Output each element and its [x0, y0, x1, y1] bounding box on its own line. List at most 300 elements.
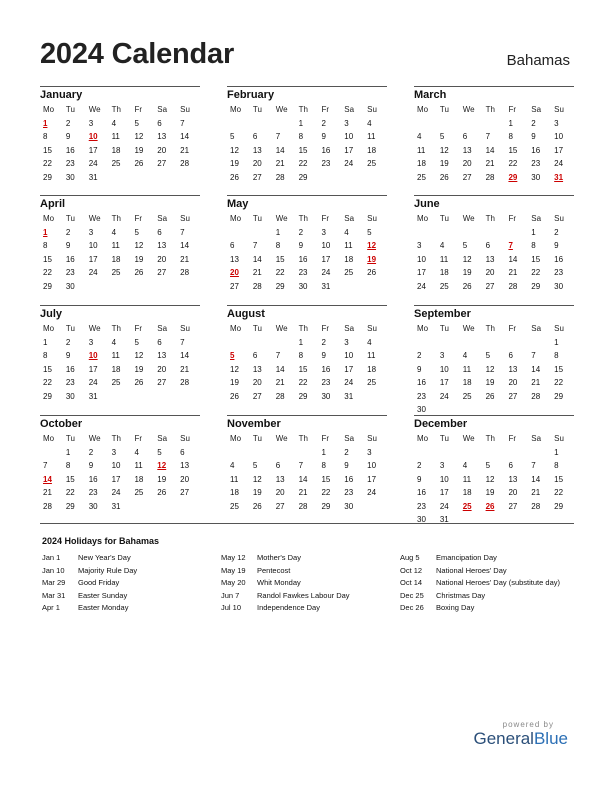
holiday-day-cell[interactable]: 25 — [462, 501, 472, 511]
day-cell[interactable]: 10 — [417, 254, 426, 264]
day-cell[interactable]: 28 — [275, 172, 285, 182]
day-cell[interactable]: 5 — [157, 447, 162, 457]
day-cell[interactable]: 11 — [111, 132, 120, 141]
day-cell[interactable]: 31 — [88, 391, 98, 401]
day-cell[interactable]: 25 — [111, 268, 121, 277]
day-cell[interactable]: 29 — [65, 501, 75, 511]
day-cell[interactable]: 25 — [344, 268, 354, 277]
day-cell[interactable]: 11 — [462, 474, 472, 484]
day-cell[interactable]: 18 — [230, 488, 239, 497]
day-cell[interactable]: 14 — [508, 254, 518, 264]
day-cell[interactable]: 23 — [344, 488, 354, 497]
day-cell[interactable]: 12 — [134, 241, 144, 250]
day-cell[interactable]: 14 — [180, 351, 190, 360]
day-cell[interactable]: 29 — [43, 172, 52, 182]
day-cell[interactable]: 2 — [417, 461, 422, 470]
day-cell[interactable]: 30 — [417, 515, 426, 524]
day-cell[interactable]: 24 — [88, 159, 98, 168]
day-cell[interactable]: 22 — [531, 268, 541, 277]
day-cell[interactable]: 3 — [367, 447, 372, 457]
day-cell[interactable]: 20 — [485, 268, 495, 277]
day-cell[interactable]: 28 — [180, 268, 190, 277]
day-cell[interactable]: 28 — [485, 172, 495, 182]
day-cell[interactable]: 31 — [344, 391, 354, 401]
day-cell[interactable]: 23 — [417, 391, 426, 401]
day-cell[interactable]: 7 — [298, 461, 304, 470]
day-cell[interactable]: 30 — [321, 391, 331, 401]
day-cell[interactable]: 15 — [554, 364, 564, 374]
day-cell[interactable]: 16 — [298, 254, 308, 264]
day-cell[interactable]: 20 — [508, 488, 518, 497]
day-cell[interactable]: 4 — [367, 337, 372, 347]
day-cell[interactable]: 12 — [230, 364, 239, 374]
day-cell[interactable]: 16 — [65, 364, 75, 374]
day-cell[interactable]: 25 — [134, 488, 144, 497]
day-cell[interactable]: 10 — [111, 461, 121, 470]
day-cell[interactable]: 31 — [321, 281, 331, 291]
day-cell[interactable]: 13 — [252, 145, 262, 155]
holiday-day-cell[interactable]: 20 — [230, 268, 239, 277]
day-cell[interactable]: 16 — [417, 488, 426, 497]
day-cell[interactable]: 2 — [554, 227, 559, 237]
day-cell[interactable]: 21 — [180, 364, 190, 374]
day-cell[interactable]: 18 — [111, 254, 121, 264]
day-cell[interactable]: 23 — [65, 159, 75, 168]
day-cell[interactable]: 3 — [111, 447, 117, 457]
day-cell[interactable]: 15 — [554, 474, 564, 484]
day-cell[interactable]: 8 — [298, 351, 304, 360]
day-cell[interactable]: 19 — [439, 159, 449, 168]
day-cell[interactable]: 15 — [65, 474, 75, 484]
day-cell[interactable]: 19 — [230, 378, 239, 387]
day-cell[interactable]: 4 — [111, 227, 117, 237]
day-cell[interactable]: 24 — [367, 488, 377, 497]
day-cell[interactable]: 2 — [321, 337, 326, 347]
day-cell[interactable]: 2 — [65, 118, 71, 128]
day-cell[interactable]: 6 — [180, 447, 185, 457]
day-cell[interactable]: 21 — [531, 488, 541, 497]
day-cell[interactable]: 20 — [252, 378, 262, 387]
day-cell[interactable]: 6 — [157, 337, 162, 347]
day-cell[interactable]: 28 — [43, 501, 52, 511]
day-cell[interactable]: 14 — [275, 364, 285, 374]
day-cell[interactable]: 4 — [417, 132, 422, 141]
day-cell[interactable]: 27 — [180, 488, 190, 497]
day-cell[interactable]: 22 — [508, 159, 518, 168]
day-cell[interactable]: 4 — [462, 351, 468, 360]
day-cell[interactable]: 28 — [180, 378, 190, 387]
day-cell[interactable]: 15 — [531, 254, 541, 264]
day-cell[interactable]: 9 — [88, 461, 94, 470]
day-cell[interactable]: 20 — [180, 474, 190, 484]
day-cell[interactable]: 6 — [485, 241, 491, 250]
day-cell[interactable]: 10 — [439, 474, 449, 484]
day-cell[interactable]: 2 — [344, 447, 349, 457]
day-cell[interactable]: 4 — [344, 227, 349, 237]
day-cell[interactable]: 3 — [344, 337, 349, 347]
day-cell[interactable]: 21 — [275, 159, 285, 168]
day-cell[interactable]: 13 — [275, 474, 285, 484]
day-cell[interactable]: 4 — [367, 118, 372, 128]
day-cell[interactable]: 1 — [298, 337, 304, 347]
day-cell[interactable]: 24 — [417, 281, 426, 291]
day-cell[interactable]: 18 — [462, 378, 472, 387]
day-cell[interactable]: 1 — [554, 337, 559, 347]
day-cell[interactable]: 17 — [344, 364, 354, 374]
day-cell[interactable]: 29 — [554, 501, 564, 511]
day-cell[interactable]: 4 — [134, 447, 139, 457]
day-cell[interactable]: 21 — [252, 268, 262, 277]
day-cell[interactable]: 17 — [88, 254, 98, 264]
day-cell[interactable]: 7 — [485, 132, 491, 141]
day-cell[interactable]: 11 — [111, 351, 120, 360]
holiday-day-cell[interactable]: 10 — [88, 132, 98, 141]
day-cell[interactable]: 1 — [554, 447, 559, 457]
day-cell[interactable]: 4 — [439, 241, 445, 250]
day-cell[interactable]: 21 — [485, 159, 495, 168]
day-cell[interactable]: 23 — [65, 378, 75, 387]
day-cell[interactable]: 2 — [321, 118, 326, 128]
day-cell[interactable]: 27 — [252, 391, 262, 401]
day-cell[interactable]: 10 — [344, 351, 354, 360]
day-cell[interactable]: 14 — [531, 364, 541, 374]
day-cell[interactable]: 28 — [298, 501, 308, 511]
day-cell[interactable]: 7 — [180, 337, 185, 347]
day-cell[interactable]: 19 — [134, 364, 144, 374]
day-cell[interactable]: 1 — [531, 227, 536, 237]
day-cell[interactable]: 11 — [417, 145, 426, 155]
day-cell[interactable]: 26 — [157, 488, 167, 497]
day-cell[interactable]: 26 — [230, 391, 239, 401]
day-cell[interactable]: 3 — [439, 351, 445, 360]
brand-logo[interactable] — [473, 720, 568, 749]
day-cell[interactable]: 22 — [298, 378, 308, 387]
day-cell[interactable]: 3 — [439, 461, 445, 470]
day-cell[interactable]: 22 — [43, 268, 52, 277]
day-cell[interactable]: 4 — [462, 461, 468, 470]
day-cell[interactable]: 22 — [65, 488, 75, 497]
day-cell[interactable]: 5 — [439, 132, 445, 141]
day-cell[interactable]: 19 — [485, 378, 495, 387]
day-cell[interactable]: 27 — [508, 391, 518, 401]
day-cell[interactable]: 18 — [111, 364, 121, 374]
day-cell[interactable]: 18 — [134, 474, 144, 484]
day-cell[interactable]: 17 — [554, 145, 564, 155]
day-cell[interactable]: 28 — [531, 391, 541, 401]
day-cell[interactable]: 16 — [531, 145, 541, 155]
day-cell[interactable]: 20 — [157, 254, 167, 264]
day-cell[interactable]: 30 — [298, 281, 308, 291]
day-cell[interactable]: 27 — [157, 159, 167, 168]
day-cell[interactable]: 2 — [88, 447, 94, 457]
day-cell[interactable]: 16 — [417, 378, 426, 387]
day-cell[interactable]: 22 — [275, 268, 285, 277]
day-cell[interactable]: 31 — [111, 501, 121, 511]
day-cell[interactable]: 11 — [462, 364, 472, 374]
day-cell[interactable]: 16 — [65, 145, 75, 155]
day-cell[interactable]: 25 — [417, 172, 426, 182]
day-cell[interactable]: 11 — [367, 351, 376, 360]
day-cell[interactable]: 5 — [134, 118, 139, 128]
day-cell[interactable]: 4 — [111, 118, 117, 128]
day-cell[interactable]: 3 — [88, 118, 94, 128]
day-cell[interactable]: 26 — [485, 391, 495, 401]
day-cell[interactable]: 29 — [275, 281, 285, 291]
day-cell[interactable]: 27 — [230, 281, 239, 291]
day-cell[interactable]: 23 — [531, 159, 541, 168]
holiday-day-cell[interactable]: 31 — [554, 172, 564, 182]
day-cell[interactable]: 13 — [157, 241, 167, 250]
day-cell[interactable]: 31 — [88, 172, 98, 182]
day-cell[interactable]: 7 — [43, 461, 48, 470]
holiday-day-cell[interactable]: 5 — [230, 351, 235, 360]
day-cell[interactable]: 3 — [88, 337, 94, 347]
day-cell[interactable]: 22 — [43, 378, 52, 387]
day-cell[interactable]: 7 — [180, 227, 185, 237]
day-cell[interactable]: 15 — [43, 364, 52, 374]
day-cell[interactable]: 9 — [417, 364, 422, 374]
day-cell[interactable]: 15 — [508, 145, 518, 155]
day-cell[interactable]: 24 — [88, 268, 98, 277]
day-cell[interactable]: 11 — [344, 241, 353, 250]
day-cell[interactable]: 14 — [252, 254, 262, 264]
day-cell[interactable]: 19 — [485, 488, 495, 497]
day-cell[interactable]: 1 — [321, 447, 326, 457]
day-cell[interactable]: 23 — [417, 501, 426, 511]
day-cell[interactable]: 6 — [508, 461, 513, 470]
day-cell[interactable]: 18 — [344, 254, 354, 264]
day-cell[interactable]: 8 — [531, 241, 536, 250]
day-cell[interactable]: 18 — [367, 364, 377, 374]
day-cell[interactable]: 14 — [180, 241, 190, 250]
day-cell[interactable]: 6 — [252, 132, 258, 141]
day-cell[interactable]: 6 — [157, 227, 162, 237]
day-cell[interactable]: 13 — [508, 364, 518, 374]
day-cell[interactable]: 8 — [508, 132, 513, 141]
day-cell[interactable]: 1 — [298, 118, 304, 128]
day-cell[interactable]: 17 — [417, 268, 426, 277]
day-cell[interactable]: 15 — [321, 474, 331, 484]
day-cell[interactable]: 27 — [485, 281, 495, 291]
day-cell[interactable]: 26 — [252, 501, 262, 511]
day-cell[interactable]: 13 — [508, 474, 518, 484]
day-cell[interactable]: 27 — [462, 172, 472, 182]
day-cell[interactable]: 12 — [485, 364, 495, 374]
day-cell[interactable]: 7 — [275, 351, 281, 360]
day-cell[interactable]: 24 — [439, 501, 449, 511]
day-cell[interactable]: 8 — [298, 132, 304, 141]
day-cell[interactable]: 13 — [462, 145, 472, 155]
day-cell[interactable]: 3 — [344, 118, 349, 128]
day-cell[interactable]: 19 — [230, 159, 239, 168]
day-cell[interactable]: 3 — [88, 227, 94, 237]
day-cell[interactable]: 24 — [554, 159, 564, 168]
day-cell[interactable]: 14 — [298, 474, 308, 484]
holiday-day-cell[interactable]: 14 — [43, 474, 52, 484]
day-cell[interactable]: 8 — [554, 461, 559, 470]
day-cell[interactable]: 16 — [344, 474, 354, 484]
holiday-day-cell[interactable]: 12 — [157, 461, 167, 470]
day-cell[interactable]: 30 — [531, 172, 541, 182]
day-cell[interactable]: 25 — [462, 391, 472, 401]
day-cell[interactable]: 29 — [321, 501, 331, 511]
day-cell[interactable]: 30 — [344, 501, 354, 511]
day-cell[interactable]: 24 — [88, 378, 98, 387]
day-cell[interactable]: 11 — [134, 461, 143, 470]
day-cell[interactable]: 30 — [65, 391, 75, 401]
holiday-day-cell[interactable]: 1 — [43, 227, 48, 237]
day-cell[interactable]: 29 — [298, 172, 308, 182]
day-cell[interactable]: 16 — [65, 254, 75, 264]
day-cell[interactable]: 24 — [111, 488, 121, 497]
day-cell[interactable]: 21 — [43, 488, 52, 497]
day-cell[interactable]: 10 — [367, 461, 377, 470]
holiday-day-cell[interactable]: 12 — [367, 241, 377, 250]
day-cell[interactable]: 11 — [111, 241, 120, 250]
holiday-day-cell[interactable]: 1 — [43, 118, 48, 128]
day-cell[interactable]: 2 — [531, 118, 536, 128]
day-cell[interactable]: 3 — [554, 118, 559, 128]
day-cell[interactable]: 5 — [252, 461, 258, 470]
day-cell[interactable]: 12 — [134, 351, 144, 360]
day-cell[interactable]: 26 — [462, 281, 472, 291]
day-cell[interactable]: 6 — [275, 461, 281, 470]
holiday-day-cell[interactable]: 10 — [88, 351, 98, 360]
day-cell[interactable]: 25 — [367, 159, 377, 168]
day-cell[interactable]: 10 — [88, 241, 98, 250]
day-cell[interactable]: 26 — [134, 268, 144, 277]
day-cell[interactable]: 19 — [252, 488, 262, 497]
day-cell[interactable]: 29 — [531, 281, 541, 291]
day-cell[interactable]: 5 — [485, 461, 491, 470]
day-cell[interactable]: 26 — [367, 268, 377, 277]
day-cell[interactable]: 8 — [321, 461, 326, 470]
day-cell[interactable]: 27 — [275, 501, 285, 511]
day-cell[interactable]: 7 — [531, 351, 536, 360]
day-cell[interactable]: 10 — [554, 132, 564, 141]
day-cell[interactable]: 24 — [321, 268, 331, 277]
day-cell[interactable]: 4 — [111, 337, 117, 347]
day-cell[interactable]: 30 — [417, 405, 426, 414]
day-cell[interactable]: 28 — [252, 281, 262, 291]
day-cell[interactable]: 6 — [508, 351, 513, 360]
day-cell[interactable]: 17 — [321, 254, 331, 264]
day-cell[interactable]: 30 — [88, 501, 98, 511]
day-cell[interactable]: 25 — [439, 281, 449, 291]
day-cell[interactable]: 24 — [344, 378, 354, 387]
day-cell[interactable]: 20 — [508, 378, 518, 387]
day-cell[interactable]: 26 — [439, 172, 449, 182]
day-cell[interactable]: 17 — [88, 364, 98, 374]
day-cell[interactable]: 5 — [462, 241, 468, 250]
day-cell[interactable]: 10 — [321, 241, 331, 250]
day-cell[interactable]: 12 — [252, 474, 262, 484]
day-cell[interactable]: 30 — [554, 281, 564, 291]
day-cell[interactable]: 16 — [321, 145, 331, 155]
day-cell[interactable]: 23 — [554, 268, 564, 277]
day-cell[interactable]: 14 — [531, 474, 541, 484]
day-cell[interactable]: 23 — [321, 159, 331, 168]
day-cell[interactable]: 8 — [275, 241, 281, 250]
day-cell[interactable]: 14 — [180, 132, 190, 141]
day-cell[interactable]: 5 — [134, 337, 139, 347]
day-cell[interactable]: 19 — [462, 268, 472, 277]
day-cell[interactable]: 30 — [65, 281, 75, 291]
day-cell[interactable]: 21 — [275, 378, 285, 387]
day-cell[interactable]: 7 — [531, 461, 536, 470]
day-cell[interactable]: 1 — [43, 337, 48, 347]
day-cell[interactable]: 16 — [554, 254, 564, 264]
day-cell[interactable]: 18 — [111, 145, 121, 155]
day-cell[interactable]: 1 — [508, 118, 513, 128]
day-cell[interactable]: 3 — [417, 241, 422, 250]
day-cell[interactable]: 26 — [134, 378, 144, 387]
day-cell[interactable]: 28 — [275, 391, 285, 401]
day-cell[interactable]: 2 — [417, 351, 422, 360]
day-cell[interactable]: 9 — [65, 132, 71, 141]
day-cell[interactable]: 13 — [157, 132, 167, 141]
holiday-day-cell[interactable]: 7 — [508, 241, 513, 250]
day-cell[interactable]: 28 — [180, 159, 190, 168]
day-cell[interactable]: 28 — [508, 281, 518, 291]
day-cell[interactable]: 26 — [230, 172, 239, 182]
day-cell[interactable]: 4 — [230, 461, 235, 470]
day-cell[interactable]: 22 — [554, 378, 564, 387]
day-cell[interactable]: 5 — [230, 132, 235, 141]
day-cell[interactable]: 14 — [485, 145, 495, 155]
day-cell[interactable]: 8 — [554, 351, 559, 360]
day-cell[interactable]: 22 — [43, 159, 52, 168]
day-cell[interactable]: 10 — [439, 364, 449, 374]
holiday-day-cell[interactable]: 29 — [508, 172, 518, 182]
day-cell[interactable]: 16 — [321, 364, 331, 374]
day-cell[interactable]: 5 — [485, 351, 491, 360]
day-cell[interactable]: 17 — [111, 474, 121, 484]
day-cell[interactable]: 1 — [275, 227, 281, 237]
day-cell[interactable]: 28 — [531, 501, 541, 511]
day-cell[interactable]: 13 — [252, 364, 262, 374]
day-cell[interactable]: 23 — [298, 268, 308, 277]
day-cell[interactable]: 17 — [88, 145, 98, 155]
day-cell[interactable]: 15 — [43, 254, 52, 264]
day-cell[interactable]: 9 — [65, 351, 71, 360]
day-cell[interactable]: 8 — [65, 461, 71, 470]
day-cell[interactable]: 25 — [230, 501, 239, 511]
day-cell[interactable]: 23 — [88, 488, 98, 497]
day-cell[interactable]: 25 — [367, 378, 377, 387]
day-cell[interactable]: 9 — [321, 132, 326, 141]
day-cell[interactable]: 21 — [531, 378, 541, 387]
day-cell[interactable]: 7 — [275, 132, 281, 141]
day-cell[interactable]: 2 — [65, 337, 71, 347]
day-cell[interactable]: 7 — [180, 118, 185, 128]
day-cell[interactable]: 10 — [344, 132, 354, 141]
holiday-day-cell[interactable]: 26 — [485, 501, 495, 511]
day-cell[interactable]: 21 — [298, 488, 308, 497]
day-cell[interactable]: 17 — [344, 145, 354, 155]
day-cell[interactable]: 15 — [43, 145, 52, 155]
day-cell[interactable]: 9 — [321, 351, 326, 360]
day-cell[interactable]: 16 — [88, 474, 98, 484]
day-cell[interactable]: 15 — [298, 145, 308, 155]
day-cell[interactable]: 13 — [485, 254, 495, 264]
day-cell[interactable]: 8 — [43, 351, 48, 360]
day-cell[interactable]: 29 — [43, 281, 52, 291]
day-cell[interactable]: 5 — [367, 227, 372, 237]
day-cell[interactable]: 9 — [65, 241, 71, 250]
day-cell[interactable]: 18 — [417, 159, 426, 168]
day-cell[interactable]: 6 — [230, 241, 235, 250]
